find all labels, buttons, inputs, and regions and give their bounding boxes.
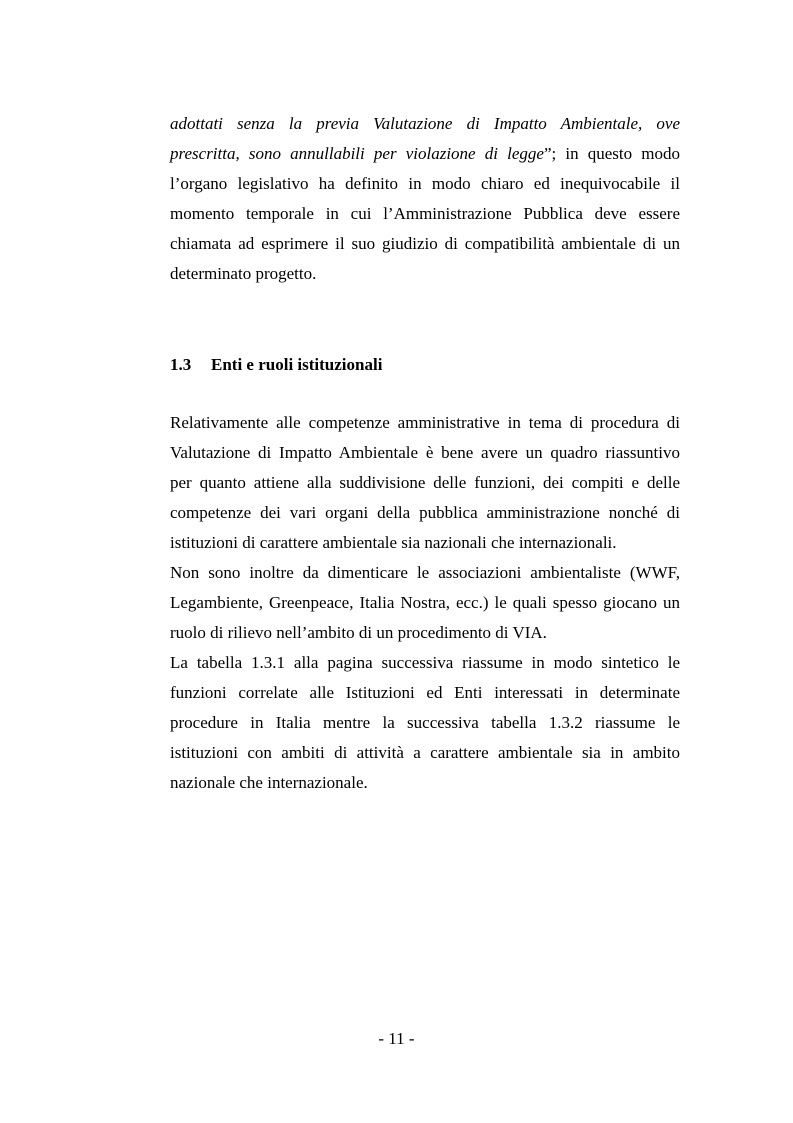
text-line: Legambiente, Greenpeace, Italia Nostra, ecc.) le quali spesso giocano un	[170, 593, 680, 612]
text-line: momento temporale in cui l’Amministrazione Pubblica deve essere	[170, 204, 680, 223]
text-line	[170, 139, 680, 169]
text-line: istituzioni di carattere ambientale sia nazionali che internazionali.	[170, 533, 617, 552]
body-paragraph-2	[170, 558, 680, 648]
italic-text: adottati senza la previa Valutazione di Impatto Ambientale, ove	[170, 114, 680, 133]
text-line: determinato progetto.	[170, 264, 317, 283]
text-fragment: ”; in questo modo	[543, 144, 680, 163]
text-line: La tabella 1.3.1 alla pagina successiva riassume in modo sintetico le	[170, 653, 680, 672]
text-line: procedure in Italia mentre la successiva tabella 1.3.2 riassume le	[170, 713, 680, 732]
text-line: Valutazione di Impatto Ambientale è bene avere un quadro riassuntivo	[170, 443, 680, 462]
italic-text: prescritta, sono annullabili per violazione di legge	[170, 144, 544, 163]
body-paragraph-1	[170, 408, 680, 558]
text-line: ruolo di rilievo nell’ambito di un procedimento di VIA.	[170, 623, 547, 642]
text-line: per quanto attiene alla suddivisione delle funzioni, dei compiti e delle	[170, 473, 680, 492]
text-line: nazionale che internazionale.	[170, 773, 368, 792]
body-paragraph-3	[170, 648, 680, 798]
section-heading	[170, 350, 382, 380]
page-number: - 11 -	[378, 1029, 415, 1048]
text-line: funzioni correlate alle Istituzioni ed Enti interessati in determinate	[170, 683, 680, 702]
intro-paragraph	[170, 109, 680, 289]
text-line: chiamata ad esprimere il suo giudizio di compatibilità ambientale di un	[170, 234, 680, 253]
text-line: istituzioni con ambiti di attività a carattere ambientale sia in ambito	[170, 743, 680, 762]
text-line: competenze dei vari organi della pubblica amministrazione nonché di	[170, 503, 680, 522]
section-title: Enti e ruoli istituzionali	[211, 355, 383, 374]
section-number: 1.3	[170, 355, 192, 374]
text-line: Non sono inoltre da dimenticare le associazioni ambientaliste (WWF,	[170, 563, 680, 582]
text-line: l’organo legislativo ha definito in modo chiaro ed inequivocabile il	[170, 174, 680, 193]
text-line	[170, 109, 680, 139]
text-line: Relativamente alle competenze amministrative in tema di procedura di	[170, 413, 680, 432]
